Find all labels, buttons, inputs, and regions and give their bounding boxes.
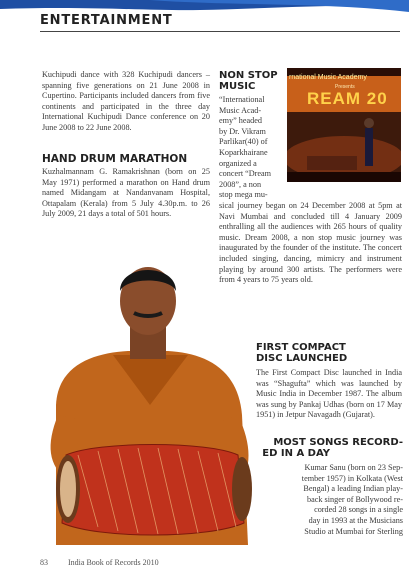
narrow-line: concert “Dream	[219, 169, 272, 179]
compact-disc-heading-1: FIRST COMPACT	[256, 342, 346, 353]
photo-sub-text: Presents	[335, 84, 355, 90]
text-line: corded 28 songs in a single	[314, 505, 403, 515]
hand-drum-body: Kuzhalmannam G. Ramakrishnan (born on 25 May 1971) performed a marathon on Hand drum named Midangam at Nandanvanam Hospital, Ottapalam (Kerala) from 5 July 4.30p.m. to 26 July 2009, 21 days a total of 501 hours.	[42, 167, 210, 219]
narrow-line: Music Acad-	[219, 105, 262, 115]
narrow-line: Koparkhairane	[219, 147, 268, 157]
most-songs-heading-2: ED IN A DAY	[262, 448, 330, 459]
page-footer	[40, 558, 177, 567]
text-line: tember 1957) in Kolkata (West	[301, 473, 403, 483]
narrow-line: Parlikar(40) of	[219, 137, 268, 147]
text-line: back singer of Bollywood re-	[307, 494, 403, 504]
narrow-line: 2008”, a non	[219, 179, 262, 189]
compact-disc-body: The First Compact Disc launched in India was “Shagufta” which was launched by Music India in December 1987. The album was sung by Pankaj Udhas (born on 17 May 1951) in Jetpur Navagadh (Gujarat).	[256, 368, 402, 420]
book-title: India Book of Records 2010	[68, 558, 159, 567]
non-stop-narrow-text	[219, 95, 283, 201]
narrow-line: by Dr. Vikram	[219, 126, 266, 136]
non-stop-heading-2: MUSIC	[219, 81, 256, 92]
narrow-line: organized a	[219, 158, 257, 168]
compact-disc-heading-2: DISC LAUNCHED	[256, 353, 348, 364]
narrow-line: emy” headed	[219, 116, 262, 126]
intro-paragraph: Kuchipudi dance with 328 Kuchipudi dancers – spanning five generations on 21 June 2008 in Cupertino. Participants included dancers from five continents and participated in the three day International Kuchipudi Dance conference on 20 June 2008 to 22 June 2008.	[42, 70, 210, 132]
text-line: Studio at Mumbai for Sterling	[304, 526, 403, 536]
concert-photo	[287, 68, 401, 182]
photo-banner-text: rnational Music Academy	[289, 74, 367, 81]
text-line: Bengal) a leading Indian play-	[303, 484, 403, 494]
drummer-photo	[38, 255, 263, 545]
narrow-line: stop mega mu-	[219, 190, 268, 200]
section-title: ENTERTAINMENT	[40, 13, 173, 28]
non-stop-heading-1: NON STOP	[219, 70, 278, 81]
page-number: 83	[40, 558, 48, 567]
non-stop-body: sical journey began on 24 December 2008 at 5pm at Navi Mumbai and concluded till 4 January 2009 enthralling all the audiences with 265 hours of quality music. Dream 2008, a non stop music journey was inaugurated by the founder of the institute. The concert included singing, dancing, mimicry and instrument playing by around 300 artists. The performers were from 4 years to 75 years old.	[219, 201, 402, 285]
photo-title-text: REAM 20	[307, 89, 388, 108]
section-rule	[40, 31, 400, 32]
narrow-line: “International	[219, 95, 265, 104]
text-line: Kumar Sanu (born on 23 Sep-	[304, 463, 403, 472]
most-songs-heading-1: MOST SONGS RECORD-	[273, 437, 403, 448]
text-line: day in 1993 at the Musicians	[308, 515, 403, 525]
hand-drum-heading: HAND DRUM MARATHON	[42, 153, 188, 165]
most-songs-body	[258, 463, 403, 537]
